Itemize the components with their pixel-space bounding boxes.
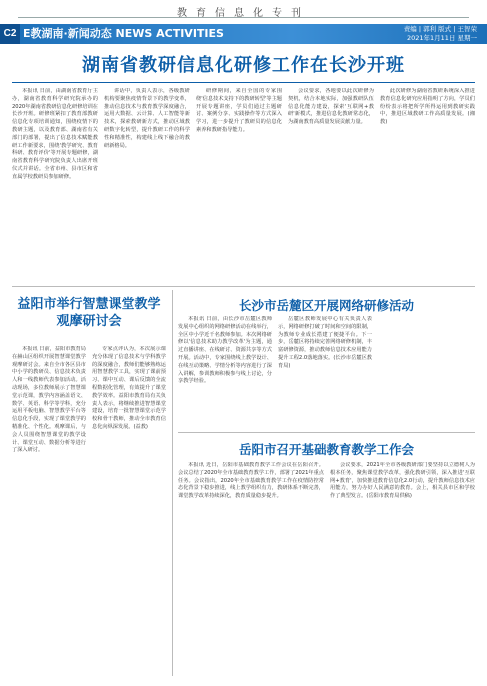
column-divider — [172, 290, 173, 676]
lead-column-4 — [288, 88, 374, 280]
story2-column-2 — [92, 346, 166, 676]
page-number: C2 — [0, 24, 20, 44]
lead-text-3: 研修期间，来自全国的专家围绕'信息技术支持下的教研转型'等主题开展专题讲座，学员们通过主题研讨、案例分享、实践操作等方式深入学习，进一步提升了教研员的信息化素养和教研指导能力。 — [196, 88, 282, 133]
story-divider — [178, 432, 475, 433]
story3-text-2: 岳麓区教师发展中心有关负责人表示，网络研修打破了时间和空间的限制，为教师专业成长搭建了便捷平台。下一步，岳麓区将持续完善网络研修机制，丰富研修资源，推动教师信息技术应用能力提升工程2.0落地落实。(长沙市岳麓区教育局) — [278, 316, 372, 369]
story4-column-1 — [178, 462, 324, 676]
story2-text-2: 专家点评认为，本次展示课充分体现了信息技术与学科教学的深度融合，教师们能够熟练运用智慧教学工具，实现了课前预习、课中互动、课后反馈的全流程数据化管理，有效提升了课堂教学效率。益阳市教育局有关负责人表示，将继续推进智慧课堂建设，培育一批智慧课堂示范学校和骨干教师，推动全市教育信息化向纵深发展。(益教) — [92, 346, 166, 430]
story3-column-2 — [278, 316, 372, 428]
story2-column-1 — [12, 346, 86, 676]
story2-headline: 益阳市举行智慧课堂教学观摩研讨会 — [17, 297, 161, 329]
story4-text-2: 会议要求，2021年全市各级教研部门要坚持以立德树人为根本任务，聚焦课堂教学改革，强化教研引领，深入推进'互联网+教育'，加快推进教育信息化2.0行动，提升教师信息技术应用能力，努力办好人民满意的教育。会上，相关县市区和学校作了典型发言。(岳阳市教育局供稿) — [330, 462, 475, 500]
main-headline: 湖南省教研信息化研修工作在长沙开班 — [82, 55, 405, 76]
lead-text-2: 讲话中，负责人表示，各级教研机构要聚焦疫情背景下的教学变革，推动信息技术与教育教学深度融合，运用大数据、云计算、人工智能等新技术，探索教研新方式，推动区域教研数字化转型，提升教研工作的科学性和精准性，构建线上线下融合的教研新格局。 — [104, 88, 190, 149]
story4-column-2 — [330, 462, 475, 676]
lead-column-2 — [104, 88, 190, 280]
editor-credits: 责编 | 郭利 版式 | 王智荣 — [403, 25, 477, 33]
editor-info — [404, 25, 477, 43]
story4-headline: 岳阳市召开基础教育教学工作会 — [238, 442, 414, 457]
lead-text-5: 此次研修为湖南省教研系统深入推进教育信息化研究应用指明了方向，学员们纷纷表示将把所学所得运用到教研实践中，推进区域教研工作高质量发展。(湘教) — [380, 88, 475, 126]
section-title: E教湖南·新闻动态 NEWS ACTIVITIES — [23, 27, 224, 40]
story4-text-1: 本报讯 近日，岳阳市基础教育教学工作会议在岳阳召开。会议总结了2020年全市基础教育教学工作，部署了2021年重点任务。会议指出，2020年全市基础教育教学工作在疫情防控常态化背景下稳步推进，线上教学组织有力，教研体系不断完善，课堂教学改革持续深化，教育质量稳步提升。 — [178, 462, 324, 500]
lead-column-3 — [196, 88, 282, 280]
story3-column-1 — [178, 316, 272, 428]
story3-text-1: 本报讯 日前，由长沙市岳麓区教师发展中心组织的网络研修活动在线举行，全区中小学近千名教师参加。本次网络研修以'信息技术助力教学改革'为主题，通过直播讲座、在线研讨、资源共享等方式开展。活动中，专家围绕线上教学设计、在线互动策略、学情分析等内容进行了深入讲解，参训教师积极参与线上讨论，分享教学经验。 — [178, 316, 272, 385]
lead-column-1 — [12, 88, 98, 280]
masthead-title: 教育信息化专刊 — [177, 8, 310, 19]
lead-text-1: 本报讯 日前，由湖南省教育厅主办，湖南省教育科学研究院承办的2020年湖南省教研信息化研修培训在长沙开班。研修班紧扣了教育部教研信息化专项培训通知，围绕疫情下的教研主题，以及教育部、湖南省有关部门的部署，提出了信息技术赋能教研工作新要求，围绕'教学研究、教育科研、教育评价'等开展专题研修，湖南省教育科学研究院负责人出席开班仪式并讲话。全省市州、县市区和省直属学校教研员参加研修。 — [12, 88, 98, 180]
lead-text-4: 会议要求，各地要以此次研修为契机，结合本地实际，加强教研队伍信息化能力建设，探索'互联网+教研'新模式，推进信息化教研常态化，为湖南教育高质量发展贡献力量。 — [288, 88, 374, 126]
story3-headline: 长沙市岳麓区开展网络研修活动 — [238, 298, 414, 313]
masthead-bar — [0, 0, 487, 24]
section-divider — [12, 286, 475, 287]
issue-date: 2021年1月11日 星期一 — [406, 34, 477, 42]
lead-column-5 — [380, 88, 475, 280]
headline-rule — [12, 82, 475, 83]
story2-text-1: 本报讯 日前，益阳市教育局在赫山区组织开展智慧课堂教学观摩研讨会。来自全市各区县市中小学的教研员、信息技术负责人和一线教师代表参加活动。活动现场，多位教师展示了智慧课堂示范课，教学内容涵盖语文、数学、英语、科学等学科，充分运用平板电脑、智慧教学平台等信息化手段，实现了课堂教学的精准化、个性化。观摩课后，与会人员围绕智慧课堂的教学设计、课堂互动、数据分析等进行了深入研讨。 — [12, 346, 86, 454]
